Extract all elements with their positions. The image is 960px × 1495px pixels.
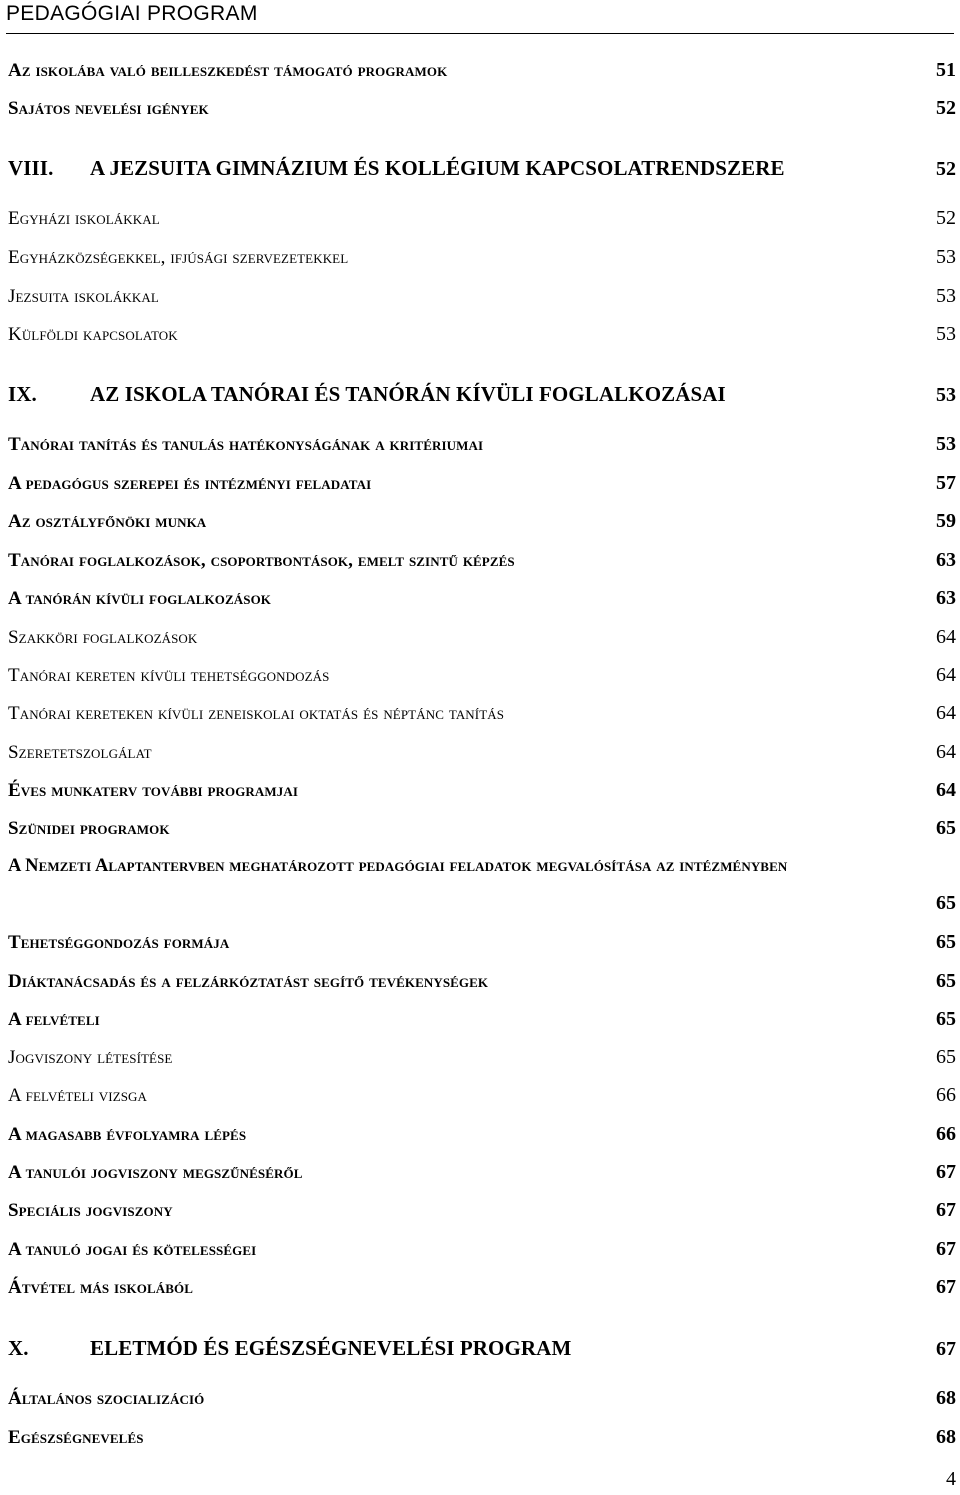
toc-page-number: 64 — [936, 779, 956, 801]
toc-entry-title: Tanórai foglalkozások, csoportbontások, emelt szintű képzés — [8, 550, 515, 571]
toc-entry-title: Általános szocializáció — [8, 1388, 205, 1409]
toc-entry-title: Átvétel más iskolából — [8, 1277, 193, 1298]
page-number: 4 — [946, 1468, 956, 1490]
toc-entry-title: A tanórán kívüli foglalkozások — [8, 588, 271, 609]
toc-page-number: 67 — [936, 1238, 956, 1260]
toc-entry-title: A felvételi — [8, 1009, 100, 1030]
chapter-title: AZ ISKOLA TANÓRAI ÉS TANÓRÁN KÍVÜLI FOGLALKOZÁSAI — [90, 382, 726, 406]
toc-entry-title: A tanuló jogai és kötelességei — [8, 1239, 257, 1260]
toc-entry[interactable] — [8, 1275, 956, 1300]
toc-page-number: 67 — [936, 1338, 956, 1360]
toc-page-number: 53 — [936, 246, 956, 268]
toc-entry[interactable] — [8, 1007, 956, 1032]
toc-entry[interactable] — [8, 625, 956, 650]
toc-page-number: 67 — [936, 1161, 956, 1183]
toc-entry[interactable] — [8, 1160, 956, 1185]
toc-entry-title: A pedagógus szerepei és intézményi feladatai — [8, 473, 372, 494]
toc-entry[interactable] — [8, 1425, 956, 1450]
toc-entry[interactable] — [8, 1122, 956, 1147]
toc-entry-title — [8, 156, 785, 180]
toc-entry[interactable] — [8, 206, 956, 231]
chapter-number: X. — [8, 1336, 29, 1360]
toc-page-number: 67 — [936, 1199, 956, 1221]
toc-page-number: 65 — [936, 1046, 956, 1068]
toc-page-number: 64 — [936, 702, 956, 724]
toc-entry-title: Tanórai kereten kívüli tehetséggondozás — [8, 665, 330, 686]
toc-entry-title: Tanórai tanítás és tanulás hatékonyságának a kritériumai — [8, 434, 484, 455]
toc-entry-title: Szeretetszolgálat — [8, 742, 152, 763]
toc-entry-title: Egészségnevelés — [8, 1427, 144, 1448]
page-header: PEDAGÓGIAI PROGRAM — [6, 2, 258, 25]
toc-page-number: 53 — [936, 323, 956, 345]
toc-entry-title: Külföldi kapcsolatok — [8, 324, 178, 345]
toc-entry-title: Speciális jogviszony — [8, 1200, 173, 1221]
toc-entry[interactable] — [8, 548, 956, 573]
toc-page-number: 65 — [936, 1008, 956, 1030]
toc-entry[interactable] — [8, 471, 956, 496]
toc-chapter-entry[interactable] — [8, 156, 956, 181]
toc-entry-title: Jezsuita iskolákkal — [8, 286, 159, 307]
toc-entry[interactable] — [8, 1237, 956, 1262]
toc-entry-title: Éves munkaterv további programjai — [8, 780, 299, 801]
header-rule — [6, 33, 954, 34]
toc-entry-title — [8, 382, 726, 406]
toc-entry-title — [8, 1336, 571, 1360]
toc-entry[interactable] — [8, 740, 956, 765]
toc-chapter-entry[interactable] — [8, 382, 956, 407]
toc-entry[interactable] — [8, 96, 956, 121]
toc-entry[interactable] — [8, 586, 956, 611]
toc-entry-title: Egyházközségekkel, ifjúsági szervezetekkel — [8, 247, 349, 268]
toc-entry-title: A tanulói jogviszony megszűnéséről — [8, 1162, 303, 1183]
toc-entry[interactable] — [8, 778, 956, 803]
chapter-number: IX. — [8, 382, 37, 406]
toc-entry-title: A Nemzeti Alaptantervben meghatározott pedagógiai feladatok megvalósítása az intézményben — [8, 856, 788, 876]
toc-entry[interactable] — [8, 322, 956, 347]
toc-chapter-entry[interactable] — [8, 1336, 956, 1361]
toc-entry-title: Az osztályfőnöki munka — [8, 511, 207, 532]
toc-entry[interactable] — [8, 701, 956, 726]
toc-entry[interactable] — [8, 1386, 956, 1411]
toc-page-number: 63 — [936, 549, 956, 571]
toc-entry[interactable] — [8, 1198, 956, 1223]
toc-page-number: 52 — [936, 207, 956, 229]
chapter-title: ELETMÓD ÉS EGÉSZSÉGNEVELÉSI PROGRAM — [90, 1336, 572, 1360]
toc-entry-title: A magasabb évfolyamra lépés — [8, 1124, 247, 1145]
toc-page-number: 68 — [936, 1426, 956, 1448]
toc-entry-title: Az iskolába való beilleszkedést támogató programok — [8, 60, 448, 81]
toc-page-number: 59 — [936, 510, 956, 532]
toc-entry-title: Diáktanácsadás és a felzárkóztatást segítő tevékenységek — [8, 971, 489, 992]
toc-page-number: 64 — [936, 664, 956, 686]
toc-page-number: 53 — [936, 285, 956, 307]
toc-entry-title: Szünidei programok — [8, 818, 170, 839]
toc-page-number: 57 — [936, 472, 956, 494]
toc-page-number: 64 — [936, 626, 956, 648]
toc-entry[interactable] — [8, 969, 956, 994]
toc-entry-title: Tanórai kereteken kívüli zeneiskolai oktatás és néptánc tanítás — [8, 703, 505, 724]
toc-page-number: 53 — [936, 433, 956, 455]
toc-entry[interactable] — [8, 432, 956, 457]
toc-page-number: 67 — [936, 1276, 956, 1298]
toc-page-number: 51 — [936, 59, 956, 81]
toc-entry[interactable] — [8, 854, 956, 878]
chapter-title: A JEZSUITA GIMNÁZIUM ÉS KOLLÉGIUM KAPCSOLATRENDSZERE — [90, 156, 785, 180]
toc-entry-title: Szakköri foglalkozások — [8, 627, 198, 648]
toc-page-number: 64 — [936, 741, 956, 763]
toc-page-number: 65 — [936, 892, 956, 914]
toc-page-number: 63 — [936, 587, 956, 609]
toc-page-number: 66 — [936, 1123, 956, 1145]
toc-entry-title: Egyházi iskolákkal — [8, 208, 160, 229]
chapter-number: VIII. — [8, 156, 54, 180]
toc-entry-title: Tehetséggondozás formája — [8, 932, 230, 953]
toc-entry[interactable] — [8, 930, 956, 955]
toc-entry[interactable] — [8, 816, 956, 841]
toc-entry[interactable] — [8, 663, 956, 688]
toc-page-number: 65 — [936, 970, 956, 992]
toc-page-number: 65 — [936, 931, 956, 953]
toc-page-number: 53 — [936, 384, 956, 406]
toc-entry[interactable] — [8, 284, 956, 309]
toc-entry-title: A felvételi vizsga — [8, 1085, 148, 1106]
toc-entry[interactable] — [8, 1045, 956, 1070]
toc-page-number: 52 — [936, 97, 956, 119]
toc-entry-title: Sajátos nevelési igények — [8, 98, 209, 119]
toc-entry[interactable] — [8, 58, 956, 83]
toc-page-number: 68 — [936, 1387, 956, 1409]
toc-page-number: 52 — [936, 158, 956, 180]
toc-entry[interactable] — [8, 1083, 956, 1108]
toc-page-number: 65 — [936, 817, 956, 839]
toc-entry[interactable] — [8, 509, 956, 534]
toc-page-number: 66 — [936, 1084, 956, 1106]
toc-entry[interactable] — [8, 245, 956, 270]
toc-entry-title: Jogviszony létesítése — [8, 1047, 173, 1068]
